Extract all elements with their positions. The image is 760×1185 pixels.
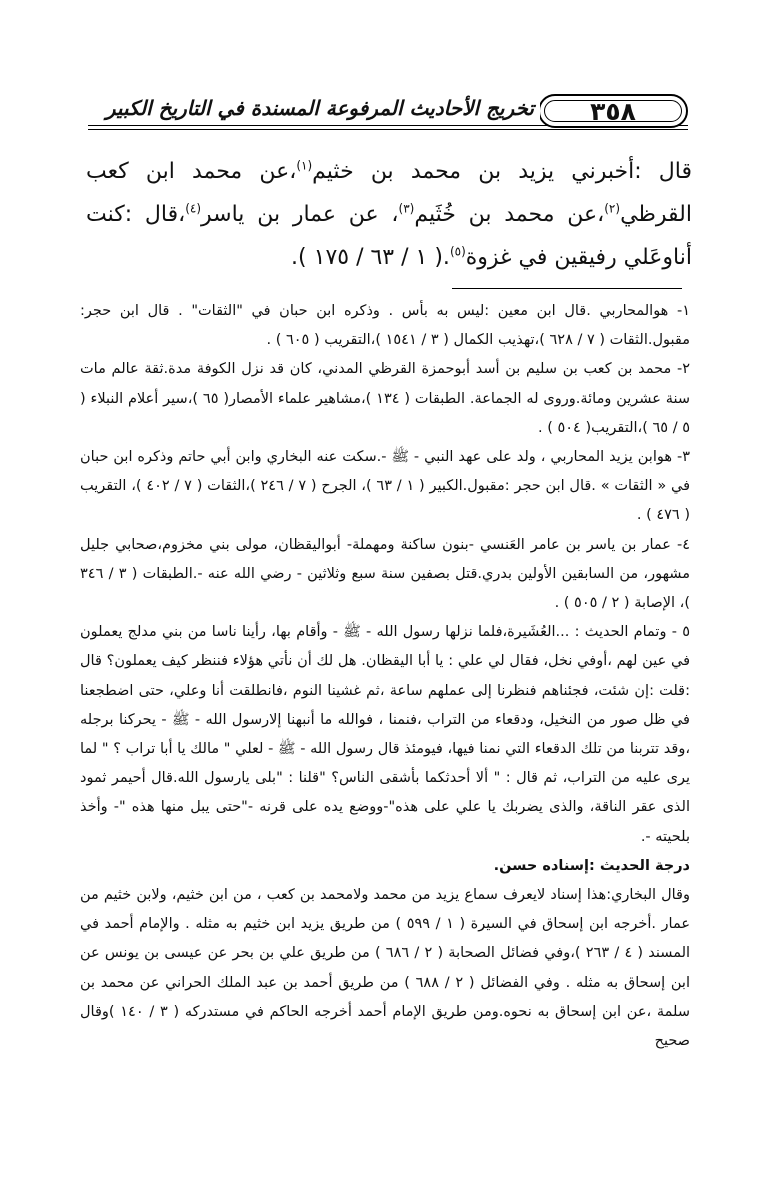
hadith-text-part: ،قال :كنت أناوعَلي رفيقين في غزوة xyxy=(86,202,692,270)
book-title: تخريج الأحاديث المرفوعة المسندة في التاريخ الكبير xyxy=(178,92,540,124)
footnote-5: ٥ - وتمام الحديث : ...العُشَيرة،فلما نزلها رسول الله - ﷺ - وأقام بها، رأينا ناسا من بني مدلج يعملون في عين لهم ،أوفي نخل، فقال لي علي : يا أبا اليقظان. هل لك أن نأتي هؤلاء فننظر كيف يعملون؟ قال :قلت :إن شئت، فجئناهم فنظرنا إلى عملهم ساعة ،ثم غشينا النوم ،فانطلقت أنا وعلي، حتى اضطجعنا في ظل صور من النخيل، ودقعاء من التراب ،فنمنا ، فوالله ما أنبهنا إلارسول الله - ﷺ - يحركنا برجله ،وقد تتربنا من تلك الدقعاء التي نمنا فيها، فيومئذ قال رسول الله - ﷺ - لعلي " مالك يا أبا تراب ؟ " لما يرى عليه من التراب، ثم قال : " ألا أحدثكما بأشقى الناس؟ "قلنا : "بلى يارسول الله.قال أحيمر ثمود الذى عقر الناقة، والذى يضربك يا علي على هذه"-ووضع يده على قرنه -"حتى يبل منها هذه "- وأخذ بلحيته -. xyxy=(80,624,690,845)
footnote-2: ٢- محمد بن كعب بن سليم بن أسد أبوحمزة القرظي المدني، كان قد نزل الكوفة مدة.ثقة عالم مات سنة عشرين ومائة.وروى له الجماعة. الطبقات ( ١٣٤ )،مشاهير علماء الأمصار( ٦٥ )،سير أعلام النبلاء ( ٥ / ٦٥ )،التقريب( ٥٠٤ ) . xyxy=(80,361,691,436)
footnote-3: ٣- هوابن يزيد المحاربي ، ولد على عهد النبي - ﷺ -.سكت عنه البخاري وابن أبي حاتم وذكره ابن حبان في « الثقات » .قال ابن حجر :مقبول.الكبير ( ١ / ٦٣ )، الجرح ( ٧ / ٢٤٦ )،الثقات ( ٧ / ٤٠٢ )، التقريب ( ٤٧٦ ) . xyxy=(80,449,691,524)
hadith-text-part: ،عن محمد بن خُثَيم xyxy=(414,202,605,227)
footnote-ref-4[interactable]: (٤) xyxy=(185,201,202,216)
hadith-text-part: قال :أخبرني يزيد بن محمد بن خثيم xyxy=(312,159,692,184)
footnotes xyxy=(80,297,690,1056)
hadith-text-part: ، عن عمار بن ياسر xyxy=(201,202,399,227)
footnote-1: ١- هوالمحاربي .قال ابن معين :ليس به بأس . وذكره ابن حبان في "الثقات" . قال ابن حجر: مقبول.الثقات ( ٧ / ٦٢٨ )،تهذيب الكمال ( ٣ / ١٥٤١ )،التقريب ( ٦٠٥ ) . xyxy=(80,303,690,349)
footnote-ref-3[interactable]: (٣) xyxy=(398,201,415,216)
footnote-ref-1[interactable]: (١) xyxy=(296,158,313,173)
page-header xyxy=(88,92,688,138)
footnote-ref-5[interactable]: (٥) xyxy=(449,244,466,259)
hadith-text-part: .( ١ / ٦٣ / ١٧٥ ). xyxy=(291,245,450,270)
header-rule xyxy=(88,129,688,130)
page-number: ٣٥٨ xyxy=(538,94,688,128)
grade-discussion: وقال البخاري:هذا إسناد لايعرف سماع يزيد من محمد ولامحمد بن كعب ، من ابن خثيم، ولابن خثيم من عمار .أخرجه ابن إسحاق في السيرة ( ١ / ٥٩٩ ) من طريق يزيد ابن خثيم به مثله . والإمام أحمد في المسند ( ٤ / ٢٦٣ )،وفي فضائل الصحابة ( ٢ / ٦٨٦ ) من طريق علي بن بحر عن عيسى بن يونس عن ابن إسحاق به مثله . وفي الفضائل ( ٢ / ٦٨٨ ) من طريق أحمد بن عبد الملك الحراني عن محمد بن سلمة ،عن ابن إسحاق به نحوه.ومن طريق الإمام أحمد أخرجه الحاكم في مستدركه ( ٣ / ١٤٠ )وقال صحيح xyxy=(80,887,691,1050)
hadith-grade: درجة الحديث :إسناده حسن. xyxy=(493,857,690,874)
hadith-text-part: ،عن محمد ابن كعب القرظي xyxy=(86,159,692,227)
footnote-separator xyxy=(452,288,682,289)
footnote-4: ٤- عمار بن ياسر بن عامر العَنسي -بنون ساكنة ومهملة- أبواليقظان، مولى بني مخزوم،صحابي جليل مشهور، من السابقين الأولين بدري.قتل بصفين سنة سبع وثلاثين - رضي الله عنه -.الطبقات ( ٣ / ٣٤٦ )، الإصابة ( ٢ / ٥٠٥ ) . xyxy=(80,536,690,612)
hadith-text xyxy=(86,150,692,279)
footnote-ref-2[interactable]: (٢) xyxy=(604,201,621,216)
